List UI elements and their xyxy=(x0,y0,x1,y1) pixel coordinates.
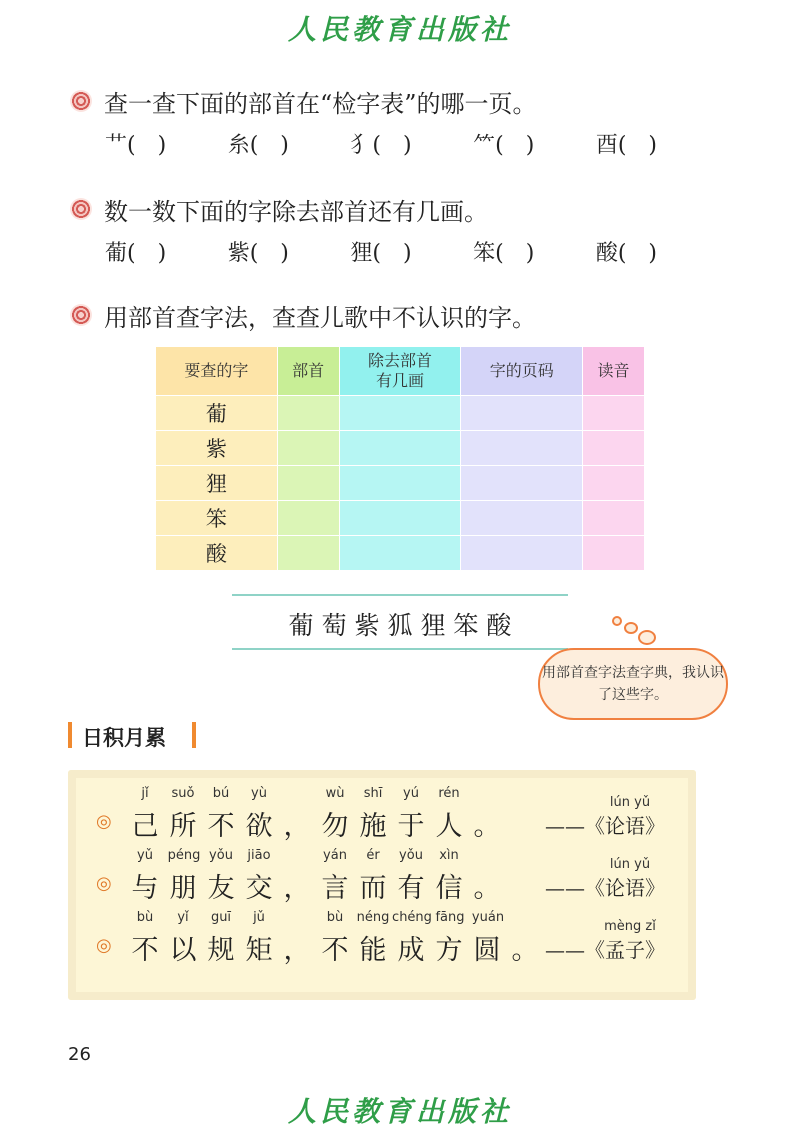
hanzi: 而 xyxy=(359,873,387,904)
table-cell[interactable] xyxy=(339,431,461,466)
table-char: 紫 xyxy=(156,431,278,466)
pinyin: yú xyxy=(403,786,419,801)
exercise-1-items xyxy=(105,128,657,159)
hanzi: ， xyxy=(283,873,311,904)
table-cell[interactable] xyxy=(277,501,339,536)
pinyin: yù xyxy=(251,786,267,801)
pinyin: yán xyxy=(323,848,347,863)
exercise-2-title: 数一数下面的字除去部首还有几画。 xyxy=(104,198,488,226)
learned-characters: 葡 萄 紫 狐 狸 笨 酸 xyxy=(288,611,512,640)
fill-item[interactable]: 艹( ) xyxy=(105,133,167,158)
table-cell[interactable] xyxy=(461,501,583,536)
table-cell[interactable] xyxy=(583,466,645,501)
table-char: 狸 xyxy=(156,466,278,501)
hanzi: 欲 xyxy=(245,811,273,842)
hanzi: ， xyxy=(283,935,311,966)
proverb-source: ——《论语》 xyxy=(545,814,665,838)
table-cell[interactable] xyxy=(277,396,339,431)
hanzi: 信 xyxy=(435,873,463,904)
pinyin: yǒu xyxy=(209,848,233,863)
table-cell[interactable] xyxy=(277,536,339,571)
hanzi: 言 xyxy=(321,873,349,904)
table-cell[interactable] xyxy=(583,431,645,466)
table-cell[interactable] xyxy=(461,536,583,571)
proverb-1 xyxy=(128,786,528,846)
pinyin: péng xyxy=(167,848,201,863)
source-pinyin: mèng zǐ xyxy=(604,919,656,934)
hanzi: 不 xyxy=(131,935,159,966)
hanzi: 。 xyxy=(473,811,501,842)
hanzi: 不 xyxy=(321,935,349,966)
section-title: 日积月累 xyxy=(82,726,166,750)
pinyin: jǐ xyxy=(141,786,149,801)
table-cell[interactable] xyxy=(277,431,339,466)
table-row xyxy=(156,466,645,501)
fill-item[interactable]: 狸( ) xyxy=(350,241,412,266)
divider-line xyxy=(232,594,568,596)
section-bar xyxy=(192,722,196,748)
pinyin: wù xyxy=(325,786,345,801)
table-header: 字的页码 xyxy=(461,347,583,396)
pinyin: xìn xyxy=(439,848,459,863)
publisher-logo: 人民教育出版社 xyxy=(287,1095,512,1128)
table-cell[interactable] xyxy=(339,396,461,431)
exercise-icon xyxy=(70,304,92,326)
table-header: 要查的字 xyxy=(156,347,278,396)
pinyin: bù xyxy=(136,910,154,925)
table-cell[interactable] xyxy=(583,536,645,571)
pinyin: fāng xyxy=(435,910,465,925)
table-cell[interactable] xyxy=(277,466,339,501)
pinyin: jiāo xyxy=(247,848,271,863)
table-char: 葡 xyxy=(156,396,278,431)
page-number: 26 xyxy=(68,1044,91,1065)
fill-item[interactable]: 葡( ) xyxy=(105,241,167,266)
hanzi: 施 xyxy=(359,811,387,842)
table-char: 笨 xyxy=(156,501,278,536)
hanzi: 勿 xyxy=(321,811,349,842)
hanzi: 规 xyxy=(207,935,235,966)
bubble-dot xyxy=(624,622,638,634)
exercise-2-items xyxy=(105,236,657,267)
table-cell[interactable] xyxy=(583,501,645,536)
pinyin: suǒ xyxy=(171,786,195,801)
pinyin: guī xyxy=(210,910,232,925)
table-cell[interactable] xyxy=(461,396,583,431)
source-pinyin: lún yǔ xyxy=(609,795,651,810)
hanzi: 所 xyxy=(169,811,197,842)
hanzi: 人 xyxy=(435,811,463,842)
pinyin: bú xyxy=(212,786,230,801)
fill-item[interactable]: ⺮( ) xyxy=(473,133,535,158)
hanzi: 有 xyxy=(397,873,425,904)
section-bar xyxy=(68,722,72,748)
source-pinyin: lún yǔ xyxy=(609,857,651,872)
table-char: 酸 xyxy=(156,536,278,571)
fill-item[interactable]: 犭( ) xyxy=(350,133,412,158)
hanzi: 方 xyxy=(435,935,463,966)
hanzi: 朋 xyxy=(169,873,197,904)
exercise-icon xyxy=(70,198,92,220)
hanzi: 与 xyxy=(131,873,159,904)
proverb-source: ——《论语》 xyxy=(545,876,665,900)
hanzi: 友 xyxy=(207,873,235,904)
bullet-icon: ◎ xyxy=(96,935,112,956)
hanzi: 能 xyxy=(359,935,387,966)
hanzi: 于 xyxy=(397,811,425,842)
table-header: 读音 xyxy=(583,347,645,396)
bubble-dot xyxy=(638,630,656,645)
hanzi: 成 xyxy=(397,935,425,966)
divider-line xyxy=(232,648,568,650)
proverb-source: ——《孟子》 xyxy=(545,938,665,962)
proverb-3 xyxy=(128,910,568,970)
fill-item[interactable]: 酉( ) xyxy=(595,133,657,158)
table-cell[interactable] xyxy=(339,536,461,571)
table-row xyxy=(156,431,645,466)
table-row xyxy=(156,396,645,431)
hanzi: 圆 xyxy=(473,935,501,966)
table-cell[interactable] xyxy=(461,466,583,501)
table-cell[interactable] xyxy=(461,431,583,466)
hanzi: 以 xyxy=(169,935,197,966)
hanzi: ， xyxy=(283,811,311,842)
bullet-icon: ◎ xyxy=(96,811,112,832)
fill-item[interactable]: 糸( ) xyxy=(227,133,289,158)
pinyin: néng xyxy=(356,910,390,925)
exercise-icon xyxy=(70,90,92,112)
hanzi: 不 xyxy=(207,811,235,842)
hanzi: 己 xyxy=(131,811,159,842)
pinyin: shī xyxy=(363,786,383,801)
pinyin: yǒu xyxy=(399,848,423,863)
bullet-icon: ◎ xyxy=(96,873,112,894)
exercise-3-title: 用部首查字法，查查儿歌中不认识的字。 xyxy=(104,304,536,332)
table-row xyxy=(156,501,645,536)
pinyin: yuán xyxy=(471,910,505,925)
table-header: 除去部首 有几画 xyxy=(339,347,461,396)
table-header: 部首 xyxy=(277,347,339,396)
pinyin: ér xyxy=(366,848,380,863)
pinyin: bù xyxy=(326,910,344,925)
pinyin: rén xyxy=(438,786,460,801)
hanzi: 。 xyxy=(511,935,539,966)
hanzi: 交 xyxy=(245,873,273,904)
bubble-dot xyxy=(612,616,622,626)
table-cell[interactable] xyxy=(339,501,461,536)
hanzi: 。 xyxy=(473,873,501,904)
fill-item[interactable]: 紫( ) xyxy=(227,241,289,266)
pinyin: jǔ xyxy=(253,910,265,925)
fill-item[interactable]: 酸( ) xyxy=(595,241,657,266)
table-row xyxy=(156,536,645,571)
fill-item[interactable]: 笨( ) xyxy=(473,241,535,266)
publisher-logo: 人民教育出版社 xyxy=(287,13,512,46)
pinyin: chéng xyxy=(392,910,432,925)
pinyin: yǔ xyxy=(137,848,153,863)
pinyin: yǐ xyxy=(177,910,189,925)
hanzi: 矩 xyxy=(245,935,273,966)
table-cell[interactable] xyxy=(583,396,645,431)
table-cell[interactable] xyxy=(339,466,461,501)
lookup-table xyxy=(155,346,645,571)
thought-bubble: 用部首查字法查字典，我认识了这些字。 xyxy=(538,648,728,720)
proverb-2 xyxy=(128,848,528,908)
exercise-1-title: 查一查下面的部首在“检字表”的哪一页。 xyxy=(104,90,537,118)
